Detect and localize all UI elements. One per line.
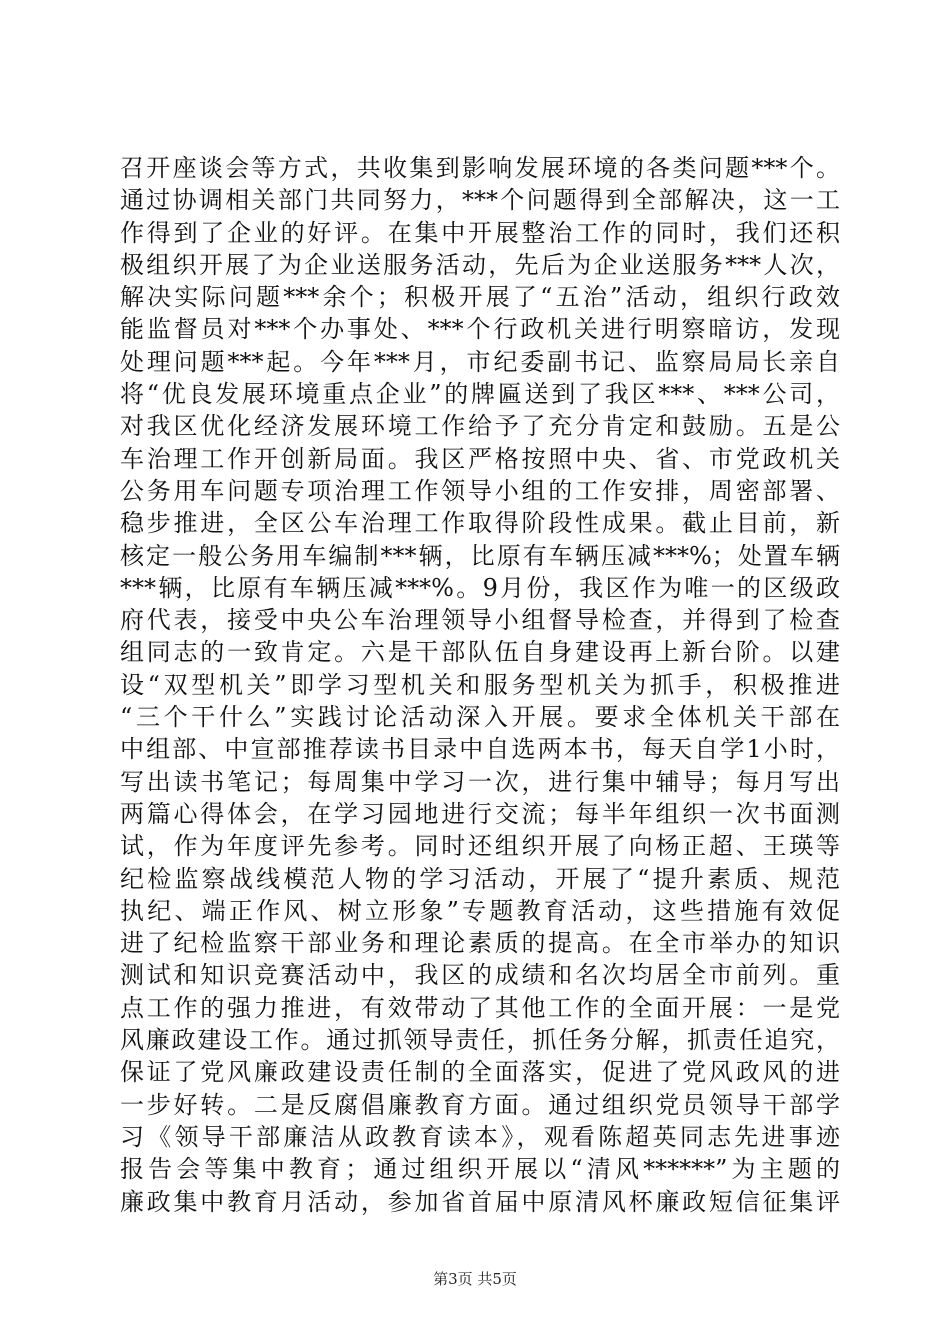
text-line: 府代表，接受中央公车治理领导小组督导检查，并得到了检查: [120, 606, 840, 635]
text-line: 中组部、中宣部推荐读书目录中自选两本书，每天自学1小时，: [120, 735, 840, 764]
text-line: 保证了党风廉政建设责任制的全面落实，促进了党风政风的进: [120, 1058, 840, 1087]
text-line: 车治理工作开创新局面。我区严格按照中央、省、市党政机关: [120, 444, 840, 473]
body-text: [120, 152, 840, 1218]
text-line: 处理问题***起。今年***月，市纪委副书记、监察局局长亲自: [120, 347, 840, 376]
text-line: 执纪、端正作风、树立形象”专题教育活动，这些措施有效促: [120, 896, 840, 925]
text-line: 公务用车问题专项治理工作领导小组的工作安排，周密部署、: [120, 476, 840, 505]
text-line: 习《领导干部廉洁从政教育读本》，观看陈超英同志先进事迹: [120, 1122, 840, 1151]
text-line: 报告会等集中教育；通过组织开展以“清风******”为主题的: [120, 1155, 840, 1184]
text-line: 组同志的一致肯定。六是干部队伍自身建设再上新台阶。以建: [120, 638, 840, 667]
text-line: 设“双型机关”即学习型机关和服务型机关为抓手，积极推进: [120, 670, 840, 699]
page-number: 第3页 共5页: [433, 1270, 517, 1288]
text-line: 极组织开展了为企业送服务活动，先后为企业送服务***人次，: [120, 250, 840, 279]
text-line: 进了纪检监察干部业务和理论素质的提高。在全市举办的知识: [120, 929, 840, 958]
text-line: 纪检监察战线模范人物的学习活动，开展了“提升素质、规范: [120, 864, 840, 893]
text-line: 核定一般公务用车编制***辆，比原有车辆压减***%；处置车辆: [120, 541, 840, 570]
text-line: 召开座谈会等方式，共收集到影响发展环境的各类问题***个。: [120, 154, 840, 182]
text-line: 将“优良发展环境重点企业”的牌匾送到了我区***、***公司，: [120, 380, 840, 409]
text-line: 测试和知识竞赛活动中，我区的成绩和名次均居全市前列。重: [120, 961, 840, 990]
text-line: “三个干什么”实践讨论活动深入开展。要求全体机关干部在: [120, 703, 840, 732]
text-line: 作得到了企业的好评。在集中开展整治工作的同时，我们还积: [120, 218, 840, 247]
text-line: 点工作的强力推进，有效带动了其他工作的全面开展：一是党: [120, 993, 840, 1022]
text-line: 廉政集中教育月活动，参加省首届中原清风杯廉政短信征集评: [120, 1187, 840, 1216]
text-line: 试，作为年度评先参考。同时还组织开展了向杨正超、王瑛等: [120, 832, 840, 861]
text-line: 对我区优化经济发展环境工作给予了充分肯定和鼓励。五是公: [120, 412, 840, 441]
text-line: 一步好转。二是反腐倡廉教育方面。通过组织党员领导干部学: [120, 1090, 840, 1119]
text-line: 能监督员对***个办事处、***个行政机关进行明察暗访，发现: [120, 315, 840, 344]
text-line: ***辆，比原有车辆压减***%。9月份，我区作为唯一的区级政: [120, 573, 840, 602]
text-line: 风廉政建设工作。通过抓领导责任，抓任务分解，抓责任追究，: [120, 1026, 840, 1055]
text-line: 解决实际问题***余个；积极开展了“五治”活动，组织行政效: [120, 283, 840, 312]
text-line: 两篇心得体会，在学习园地进行交流；每半年组织一次书面测: [120, 799, 840, 828]
text-line: 稳步推进，全区公车治理工作取得阶段性成果。截止目前，新: [120, 509, 840, 538]
text-line: 写出读书笔记；每周集中学习一次，进行集中辅导；每月写出: [120, 767, 840, 796]
text-line: 通过协调相关部门共同努力，***个问题得到全部解决，这一工: [120, 186, 840, 215]
page-footer: [0, 1268, 950, 1289]
